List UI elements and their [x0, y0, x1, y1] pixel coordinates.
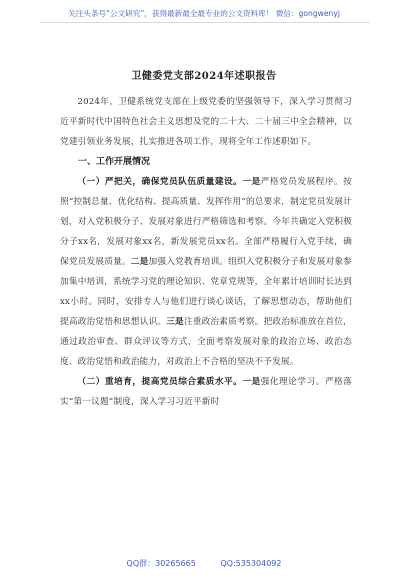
subsection-heading: （一）严把关，确保党员队伍质量建设。 — [77, 177, 243, 187]
subsection-heading: （二）重培育，提高党员综合素质水平。 — [77, 377, 243, 387]
section-heading: 一、工作开展情况 — [78, 157, 151, 167]
paragraph-text: 注重政治素质考察。把政治标准放在首位，通过政治审查、群众评议等方式，全面考察发展对象的政治立场、政治态度、政治觉悟和政治能力，对政治上不合格的坚决不予发展。 — [60, 317, 352, 367]
footer-contact — [0, 558, 408, 569]
paragraph-1 — [60, 172, 352, 372]
lead-phrase: 二是 — [130, 257, 149, 267]
lead-phrase: 一是 — [242, 177, 261, 187]
header-divider — [40, 22, 370, 23]
lead-phrase: 三是 — [166, 317, 184, 327]
document-body — [60, 92, 352, 412]
paragraph-2 — [60, 372, 352, 412]
paragraph-text: 严格党员发展程序。按照“控制总量、优化结构、提高质量、发挥作用”的总要求，制定党员发展计划，对入党积极分子、发展对象进行严格筛选和考察。今年共确定入党积极分子xx名，发展对象xx名，新发展党员xx名。全部严格履行入党手续，确保党员发展质量。 — [60, 177, 352, 267]
footer-qq-group: QQ群：30265665 — [126, 559, 196, 568]
header-banner: 关注头条号“公文研究”，获得最新最全最专业的公文资料库！ 微信：gongwenyj — [68, 9, 340, 18]
document-title: 卫健委党支部2024年述职报告 — [131, 71, 277, 82]
paragraph-text: 强化理论学习。严格落实“第一议题”制度，深入学习习近平新时 — [60, 377, 352, 407]
paragraph-text: 加强入党教育培训。组织入党积极分子和发展对象参加集中培训，系统学习党的理论知识、党章党规等，全年累计培训时长达到xx小时。同时，安排专人与他们进行谈心谈话，了解思想动态，帮助他们提高政治觉悟和思想认识。 — [60, 257, 352, 327]
lead-phrase: 一是 — [242, 377, 261, 387]
intro-paragraph: 2024年，卫健系统党支部在上级党委的坚强领导下，深入学习贯彻习近平新时代中国特色社会主义思想及党的二十大、二十届三中全会精神，以党建引领业务发展，扎实推进各项工作，现将全年工作述职如下。 — [60, 97, 352, 147]
footer-qq: QQ:535304092 — [220, 559, 282, 568]
